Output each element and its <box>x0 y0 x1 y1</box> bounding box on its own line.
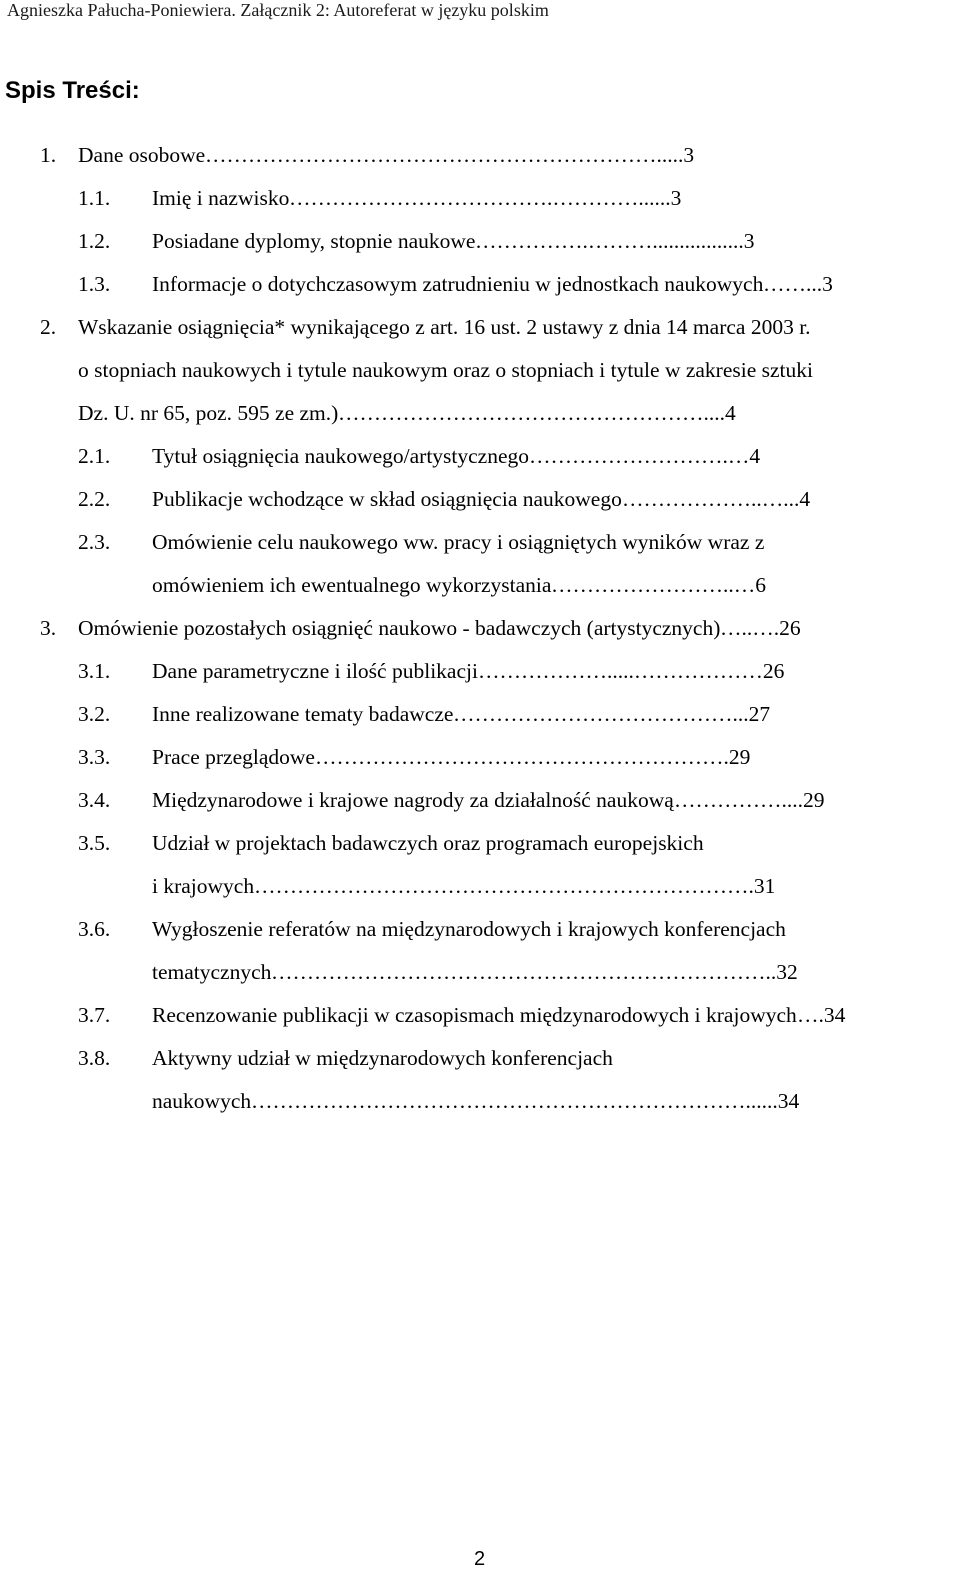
toc-entry-title: Udział w projektach badawczych oraz programach europejskich <box>152 831 704 855</box>
toc-entry-title: Publikacje wchodzące w skład osiągnięcia naukowego <box>152 487 622 511</box>
toc-entry-title: Informacje o dotychczasowym zatrudnieniu w jednostkach naukowych <box>152 272 764 296</box>
toc-entry-number: 2.2. <box>78 487 111 511</box>
toc-entry-title: Omówienie pozostałych osiągnięć naukowo - badawczych (artystycznych) <box>78 616 721 640</box>
toc-entry-number: 3.6. <box>78 917 111 941</box>
toc-entry-title: Inne realizowane tematy badawcze <box>152 702 454 726</box>
toc-entry-leader-page: ……………....29 <box>674 788 825 812</box>
toc-entry-title: Wskazanie osiągnięcia* wynikającego z art. 16 ust. 2 ustawy z dnia 14 marca 2003 r. <box>78 315 811 339</box>
toc-entry-title: Wygłoszenie referatów na międzynarodowych i krajowych konferencjach <box>152 917 786 941</box>
toc-entry-leader-page: ……………………..…6 <box>551 573 766 597</box>
toc-entry-leader-page: ……...3 <box>763 272 833 296</box>
toc-entry-leader-page: …………………………………………………………….31 <box>254 874 776 898</box>
toc-entry-leader-page: ……………………………………………………………..32 <box>271 960 798 984</box>
toc-entry-title: Posiadane dyplomy, stopnie naukowe <box>152 229 476 253</box>
toc-entry-title: Aktywny udział w międzynarodowych konferencjach <box>152 1046 613 1070</box>
toc-entry-leader-page: ……………………………….…………......3 <box>289 186 682 210</box>
toc-entry-number: 1.1. <box>78 186 111 210</box>
toc-entry-number: 3.4. <box>78 788 111 812</box>
toc-entry-title: omówieniem ich ewentualnego wykorzystania <box>152 573 552 597</box>
toc-entry-number: 1.2. <box>78 229 111 253</box>
toc-entry-leader-page: ……………………………………………………………......34 <box>251 1089 800 1113</box>
toc-entry-title: tematycznych <box>152 960 272 984</box>
toc-entry-number: 3.5. <box>78 831 111 855</box>
toc-entry-leader-page: ………………..…...4 <box>622 487 811 511</box>
toc-entry-number: 3.7. <box>78 1003 111 1027</box>
toc-entry-title: Imię i nazwisko <box>152 186 290 210</box>
toc-entry-title: Omówienie celu naukowego ww. pracy i osiągniętych wyników wraz z <box>152 530 765 554</box>
toc-entry-title: naukowych <box>152 1089 252 1113</box>
toc-entry-number: 3.2. <box>78 702 111 726</box>
page-number: 2 <box>474 1548 486 1570</box>
toc-entry-number: 2. <box>40 315 57 339</box>
toc-entry-title: Prace przeglądowe <box>152 745 315 769</box>
table-of-contents-title: Spis Treści: <box>5 77 140 104</box>
toc-entry-number: 3. <box>40 616 57 640</box>
toc-entry-leader-page: ….34 <box>797 1003 846 1027</box>
toc-entry-number: 2.3. <box>78 530 111 554</box>
toc-entry-title: Dz. U. nr 65, poz. 595 ze zm.) <box>78 401 339 425</box>
toc-entry-leader-page: …..….26 <box>720 616 801 640</box>
running-header: Agnieszka Pałucha-Poniewiera. Załącznik 2: Autoreferat w języku polskim <box>7 0 549 20</box>
toc-entry-leader-page: ……………………….…4 <box>529 444 761 468</box>
toc-entry-title: Międzynarodowe i krajowe nagrody za działalność naukową <box>152 788 674 812</box>
toc-entry-leader-page: ……………….....………………26 <box>478 659 785 683</box>
toc-entry-leader-page: ………………………………………………….29 <box>315 745 751 769</box>
toc-entry-title: Dane parametryczne i ilość publikacji <box>152 659 478 683</box>
toc-entry-number: 3.8. <box>78 1046 111 1070</box>
toc-entry-leader-page: ……………………………………………………….....3 <box>205 143 695 167</box>
toc-entry-leader-page: …………………………………...27 <box>453 702 771 726</box>
toc-entry-title: Dane osobowe <box>78 143 206 167</box>
toc-entry-title: o stopniach naukowych i tytule naukowym oraz o stopniach i tytule w zakresie sztuki <box>78 358 813 382</box>
toc-entry-number: 1. <box>40 143 57 167</box>
toc-entry-number: 1.3. <box>78 272 111 296</box>
toc-entry-number: 3.3. <box>78 745 111 769</box>
toc-entry-title: i krajowych <box>152 874 255 898</box>
toc-entry-title: Tytuł osiągnięcia naukowego/artystycznego <box>152 444 530 468</box>
toc-entry-number: 3.1. <box>78 659 111 683</box>
toc-entry-number: 2.1. <box>78 444 111 468</box>
toc-entry-leader-page: ……………………………………………....4 <box>338 401 736 425</box>
toc-entry-title: Recenzowanie publikacji w czasopismach międzynarodowych i krajowych <box>152 1003 797 1027</box>
toc-entry-leader-page: …………….……….................3 <box>475 229 755 253</box>
